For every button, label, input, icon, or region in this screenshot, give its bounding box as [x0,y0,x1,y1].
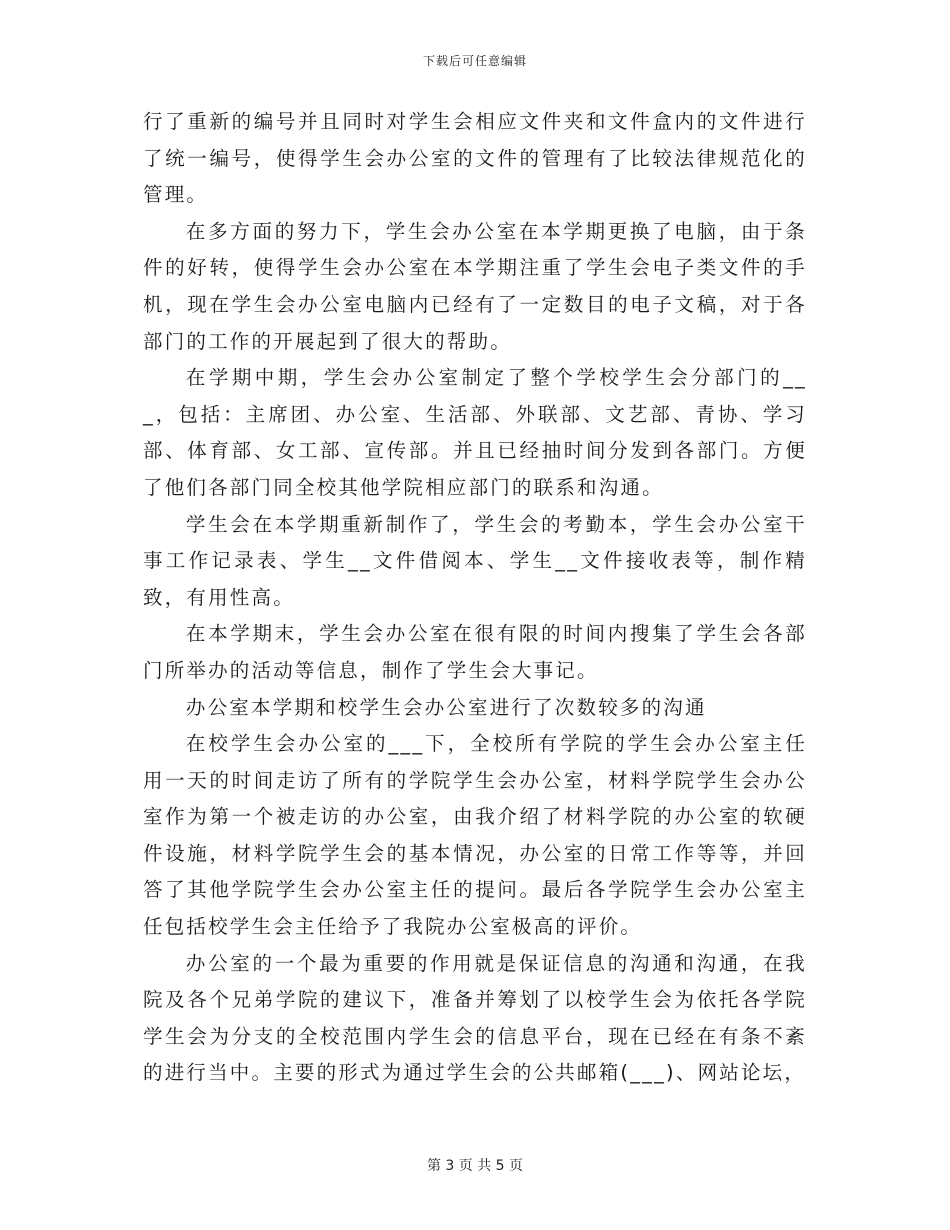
paragraph-1: 行了重新的编号并且同时对学生会相应文件夹和文件盒内的文件进行了统一编号，使得学生会办公室的文件的管理有了比较法律规范化的管理。 [143,110,807,207]
page-number-footer: 第 3 页 共 5 页 [426,1158,524,1174]
page-header: 下载后可任意编辑 [422,54,527,68]
paragraph-7: 在校学生会办公室的___下，全校所有学院的学生会办公室主任用一天的时间走访了所有的学院学生会办公室，材料学院学生会办公室作为第一个被走访的办公室，由我介绍了材料学院的办公室的软硬件设施，材料学院学生会的基本情况，办公室的日常工作等等，并回答了其他学院学生会办公室主任的提问。最后各学院学生会办公室主任包括校学生会主任给予了我院办公室极高的评价。 [143,732,807,939]
paragraph-6: 办公室本学期和校学生会办公室进行了次数较多的沟通 [185,695,707,719]
document-body [143,104,807,1092]
paragraph-8: 办公室的一个最为重要的作用就是保证信息的沟通和沟通，在我院及各个兄弟学院的建议下，准备并筹划了以校学生会为依托各学院学生会为分支的全校范围内学生会的信息平台，现在已经在有条不紊的进行当中。主要的形式为通过学生会的公共邮箱(___)、网站论坛， [143,951,807,1085]
paragraph-4: 学生会在本学期重新制作了，学生会的考勤本，学生会办公室干事工作记录表、学生__文件借阅本、学生__文件接收表等，制作精致，有用性高。 [143,512,807,609]
paragraph-2: 在多方面的努力下，学生会办公室在本学期更换了电脑，由于条件的好转，使得学生会办公室在本学期注重了学生会电子类文件的手机，现在学生会办公室电脑内已经有了一定数目的电子文稿，对于各部门的工作的开展起到了很大的帮助。 [143,219,807,353]
paragraph-5: 在本学期末，学生会办公室在很有限的时间内搜集了学生会各部门所举办的活动等信息，制作了学生会大事记。 [143,622,807,682]
paragraph-3: 在学期中期，学生会办公室制定了整个学校学生会分部门的___，包括：主席团、办公室、生活部、外联部、文艺部、青协、学习部、体育部、女工部、宣传部。并且已经抽时间分发到各部门。方便了他们各部门同全校其他学院相应部门的联系和沟通。 [143,366,807,499]
